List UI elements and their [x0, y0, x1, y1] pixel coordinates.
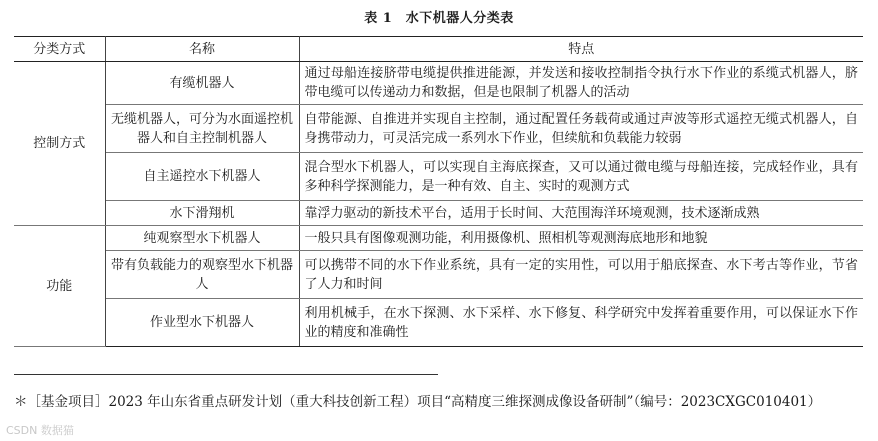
- table-caption: 表 1 水下机器人分类表: [364, 11, 514, 26]
- name-cell: 自主遥控水下机器人: [105, 153, 299, 201]
- feature-cell: 利用机械手，在水下探测、水下采样、水下修复、科学研究中发挥着重要作用，可以保证水下作业的精度和准确性: [299, 299, 863, 347]
- header-name: 名称: [105, 37, 299, 62]
- feature-cell: 可以携带不同的水下作业系统，具有一定的实用性，可以用于船底探查、水下考古等作业，节省了人力和时间: [299, 251, 863, 299]
- table-row: [14, 251, 863, 299]
- watermark: CSDN 数据猫: [6, 424, 74, 437]
- feature-cell: 靠浮力驱动的新技术平台，适用于长时间、大范围海洋环境观测，技术逐渐成熟: [299, 201, 863, 226]
- feature-cell: 混合型水下机器人，可以实现自主海底探查，又可以通过微电缆与母船连接，完成轻作业，具有多种科学探测能力，是一种有效、自主、实时的观测方式: [299, 153, 863, 201]
- table-row: [14, 226, 863, 251]
- table-row: [14, 299, 863, 347]
- feature-cell: 自带能源、自推进并实现自主控制，通过配置任务载荷或通过声波等形式遥控无缆式机器人，自身携带动力，可灵活完成一系列水下作业，但续航和负载能力较弱: [299, 105, 863, 153]
- footnote-divider: [14, 374, 438, 375]
- header-feature: 特点: [299, 37, 863, 62]
- table-row: [14, 62, 863, 105]
- table-row: [14, 105, 863, 153]
- footnote: ＊［基金项目］2023 年山东省重点研发计划（重大科技创新工程）项目“高精度三维探测成像设备研制”（编号：2023CXGC010401）: [14, 394, 822, 410]
- table-row: [14, 153, 863, 201]
- feature-cell: 一般只具有图像观测功能，利用摄像机、照相机等观测海底地形和地貌: [299, 226, 863, 251]
- classification-table: [14, 36, 863, 347]
- feature-cell: 通过母船连接脐带电缆提供推进能源，并发送和接收控制指令执行水下作业的系缆式机器人，脐带电缆可以传递动力和数据，但是也限制了机器人的活动: [299, 62, 863, 105]
- table-row: [14, 201, 863, 226]
- category-cell: 控制方式: [14, 62, 105, 226]
- name-cell: 纯观察型水下机器人: [105, 226, 299, 251]
- name-cell: 作业型水下机器人: [105, 299, 299, 347]
- name-cell: 带有负载能力的观察型水下机器人: [105, 251, 299, 299]
- category-cell: 功能: [14, 226, 105, 347]
- name-cell: 有缆机器人: [105, 62, 299, 105]
- table-header-row: [14, 37, 863, 62]
- name-cell: 水下滑翔机: [105, 201, 299, 226]
- name-cell: 无缆机器人，可分为水面遥控机器人和自主控制机器人: [105, 105, 299, 153]
- header-category: 分类方式: [14, 37, 105, 62]
